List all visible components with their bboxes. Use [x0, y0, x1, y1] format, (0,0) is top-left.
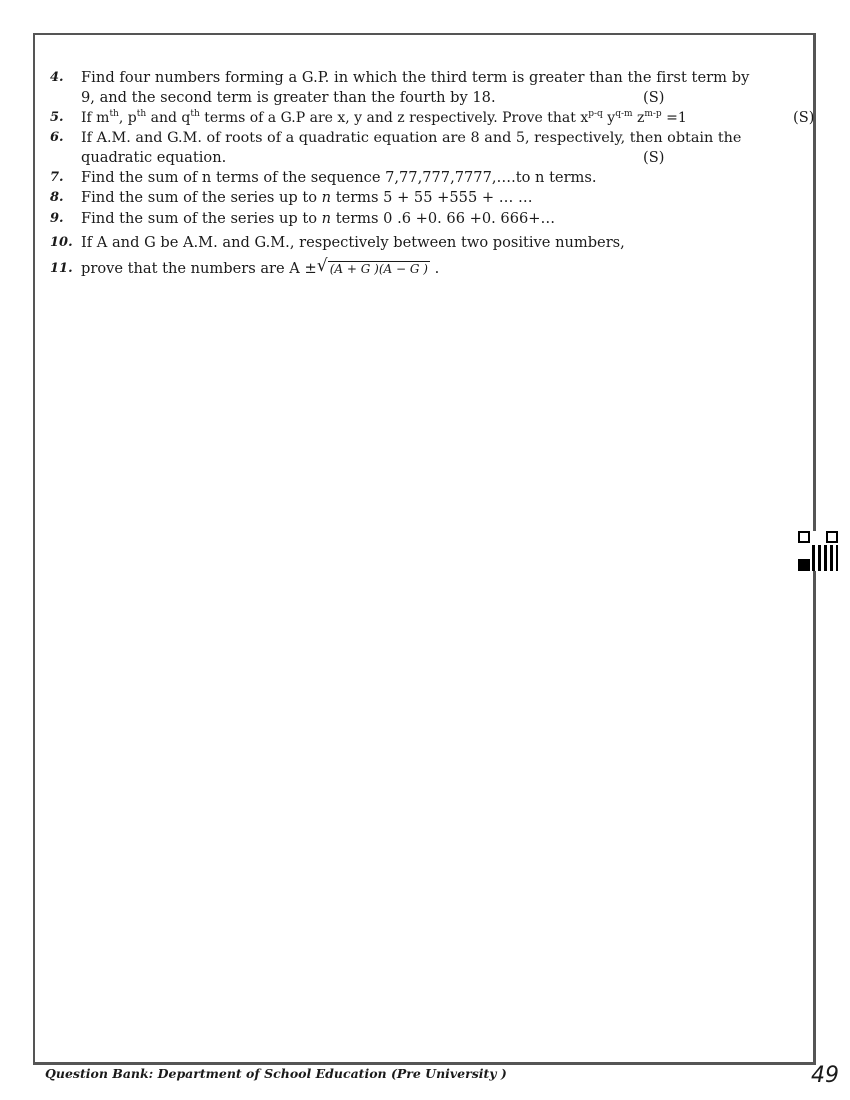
question-text: quadratic equation. — [81, 149, 227, 166]
square-root-expression: √ (A + G )(A − G ) — [316, 256, 428, 276]
question-number: 6. — [50, 130, 64, 145]
footer-title: Question Bank: Department of School Education (Pre University ) — [45, 1066, 507, 1081]
question-text: If A.M. and G.M. of roots of a quadratic equation are 8 and 5, respectively, then obtain the — [81, 130, 742, 146]
question-text: prove that the numbers are A ± √ (A + G )(A − G ) . — [81, 256, 440, 277]
question-text: Find the sum of n terms of the sequence 7,77,777,7777,….to n terms. — [81, 169, 597, 186]
question-text: Find the sum of the series up to n terms 5 + 55 +555 + … … — [81, 189, 533, 206]
question-number: 9. — [50, 211, 64, 226]
question-tag: (S) — [643, 89, 665, 106]
question-text: If A and G be A.M. and G.M., respectively between two positive numbers, — [81, 234, 625, 251]
question-tag: (S) — [643, 149, 665, 166]
question-number: 10. — [50, 235, 73, 250]
question-number: 8. — [50, 190, 64, 205]
question-number: 4. — [50, 70, 64, 85]
question-text: 9, and the second term is greater than the fourth by 18. — [81, 89, 496, 106]
question-text: Find four numbers forming a G.P. in which the third term is greater than the first term by — [81, 69, 750, 86]
question-number: 7. — [50, 170, 64, 185]
question-number: 5. — [50, 110, 64, 125]
question-text: If $m^{th}$, $p^{th}$ and $q^{th}$ terms of a G.P are x, y and z respectively. Prove that $x^{p-q}$ $y^{q-m}$ $z^{m-p} =1$ — [81, 109, 687, 126]
question-text: Find the sum of the series up to n terms 0 .6 +0. 66 +0. 666+… — [81, 210, 556, 227]
question-tag: (S) — [793, 109, 815, 126]
qr-code-icon — [798, 531, 838, 571]
page-number: 49 — [811, 1063, 839, 1088]
question-number: 11. — [50, 261, 73, 276]
